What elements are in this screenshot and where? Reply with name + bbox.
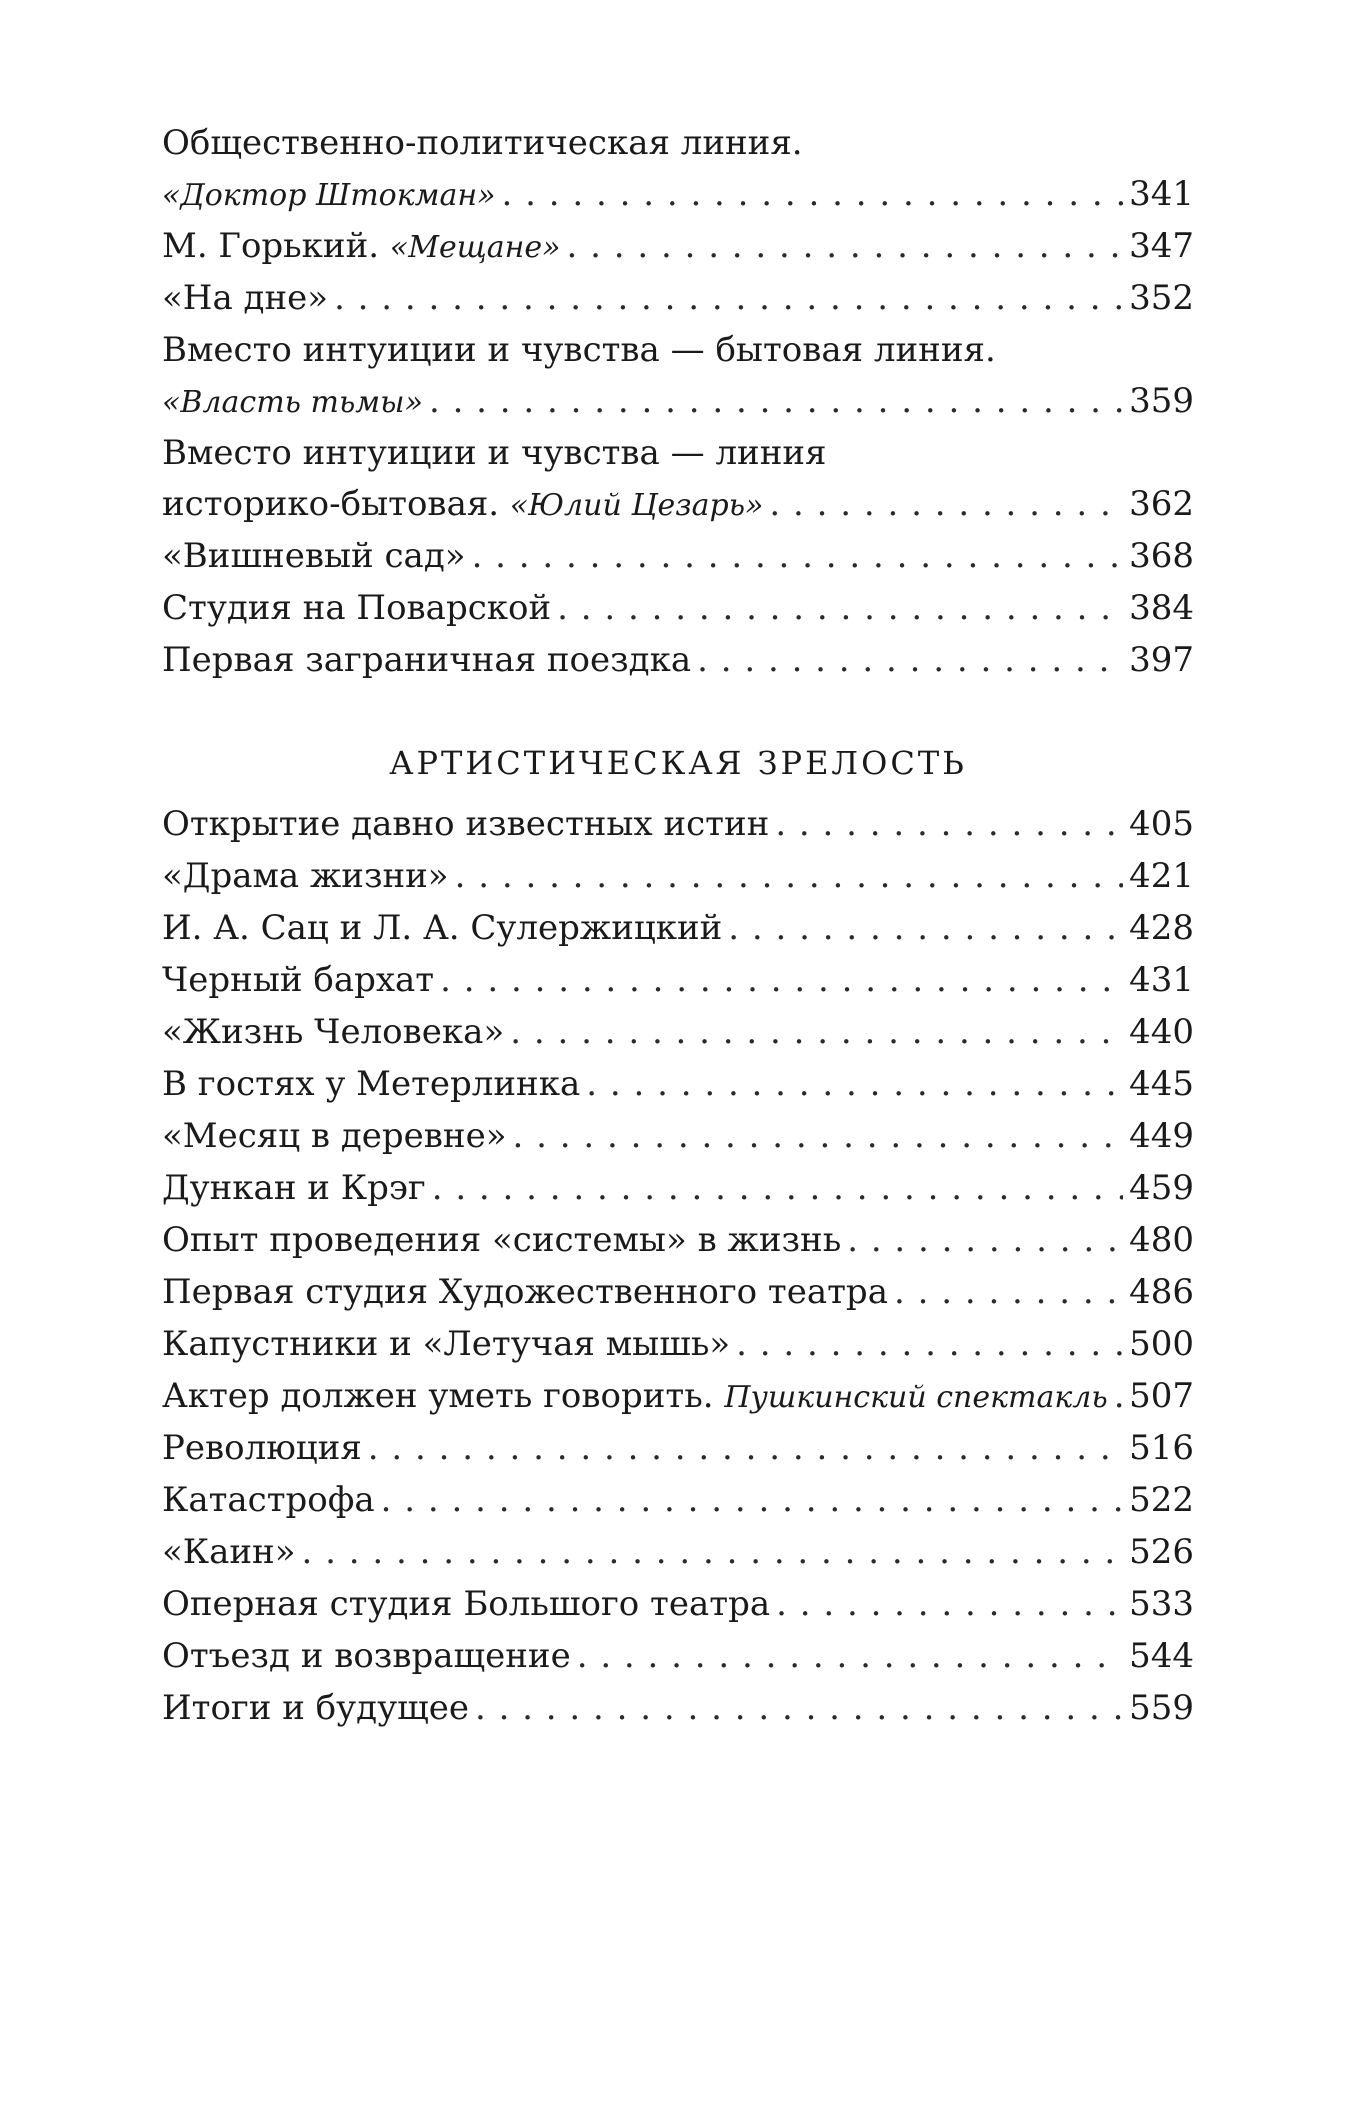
dot-leader [697, 635, 1123, 686]
dot-leader [429, 376, 1123, 427]
toc-entry-page: 559 [1129, 1688, 1194, 1728]
toc-entry [162, 1631, 1194, 1683]
toc-entry [162, 531, 1194, 583]
toc-entry-page: 440 [1129, 1012, 1194, 1052]
toc-entry [162, 1527, 1194, 1579]
toc-entry [162, 1423, 1194, 1475]
dot-leader [432, 1163, 1123, 1214]
toc-entry [162, 799, 1194, 851]
toc-entry-page: 428 [1129, 908, 1194, 948]
dot-leader [586, 1059, 1123, 1110]
toc-entry-page: 544 [1129, 1636, 1194, 1676]
toc-entry-title: «Месяц в деревне» [162, 1116, 507, 1156]
toc-entry-title: Отъезд и возвращение [162, 1636, 571, 1676]
toc-entry-title: В гостях у Метерлинка [162, 1064, 581, 1104]
toc-entry-first-line: Вместо интуиции и чувства — линия [162, 433, 827, 473]
toc-entry-title: Революция [162, 1428, 362, 1468]
dot-leader [440, 955, 1123, 1006]
toc-entry-page: 500 [1129, 1324, 1194, 1364]
toc-entry [162, 221, 1194, 273]
dot-leader [577, 1631, 1123, 1682]
toc-entry-page: 431 [1129, 960, 1194, 1000]
toc-entry-page: 384 [1129, 588, 1194, 628]
toc-entry [162, 1267, 1194, 1319]
toc-entry-page: 347 [1129, 226, 1194, 266]
dot-leader [368, 1423, 1123, 1474]
dot-leader [513, 1111, 1124, 1162]
toc-entry-title: Катастрофа [162, 1480, 375, 1520]
toc-entry-page: 362 [1129, 484, 1194, 524]
toc-entry [162, 1111, 1194, 1163]
dot-leader [1114, 1371, 1123, 1422]
dot-leader [567, 221, 1124, 272]
toc-entry-title: «Жизнь Человека» [162, 1012, 505, 1052]
toc-entry-page: 459 [1129, 1168, 1194, 1208]
toc-entry-page: 359 [1129, 381, 1194, 421]
toc-entry-page: 341 [1129, 174, 1194, 214]
toc-entry [162, 955, 1194, 1007]
toc-entry-first-line: Вместо интуиции и чувства — бытовая линия. [162, 330, 996, 370]
dot-leader [302, 1527, 1124, 1578]
toc-entry-title: Дункан и Крэг [162, 1168, 426, 1208]
dot-leader [502, 169, 1124, 220]
toc-entry [162, 273, 1194, 325]
toc-entry-page: 352 [1129, 278, 1194, 318]
toc-entry-title: Первая заграничная поездка [162, 640, 692, 680]
toc-entry-page: 486 [1129, 1272, 1194, 1312]
dot-leader [736, 1319, 1123, 1370]
toc-entry [162, 1371, 1194, 1423]
dot-leader [847, 1215, 1123, 1266]
toc-entry-page: 522 [1129, 1480, 1194, 1520]
toc-entry [162, 903, 1194, 955]
toc-entry-title: Оперная студия Большого театра [162, 1584, 771, 1624]
toc-entry [162, 325, 1194, 428]
dot-leader [475, 1683, 1123, 1734]
toc-entry-title: Капустники и «Летучая мышь» [162, 1324, 731, 1364]
toc-entry [162, 1215, 1194, 1267]
table-of-contents [162, 118, 1194, 1735]
toc-entry [162, 1475, 1194, 1527]
dot-leader [557, 583, 1123, 634]
toc-entry [162, 1059, 1194, 1111]
toc-entry [162, 1007, 1194, 1059]
toc-entry-page: 397 [1129, 640, 1194, 680]
toc-entry-title: Итоги и будущее [162, 1688, 469, 1728]
toc-entry-page: 507 [1129, 1376, 1194, 1416]
toc-entry-italic-title: «Власть тьмы» [162, 385, 423, 420]
toc-entry-title: «Вишневый сад» [162, 536, 466, 576]
toc-entry-title: И. А. Сац и Л. А. Сулержицкий [162, 908, 723, 948]
toc-entry [162, 428, 1194, 531]
dot-leader [510, 1007, 1123, 1058]
toc-entry-page: 368 [1129, 536, 1194, 576]
toc-entry-title: Актер должен уметь говорить. [162, 1376, 725, 1416]
toc-entry-page: 526 [1129, 1532, 1194, 1572]
toc-entry-first-line: Общественно-политическая линия. [162, 123, 803, 163]
toc-entry-italic-title: «Доктор Штокман» [162, 178, 496, 213]
dot-leader [728, 903, 1123, 954]
toc-entry-title: историко-бытовая. [162, 484, 510, 524]
dot-leader [455, 851, 1123, 902]
toc-entry [162, 118, 1194, 221]
toc-entry-title: «На дне» [162, 278, 329, 318]
toc-entry-page: 405 [1129, 804, 1194, 844]
toc-part-1 [162, 118, 1194, 687]
toc-entry-page: 516 [1129, 1428, 1194, 1468]
toc-entry [162, 1319, 1194, 1371]
toc-entry-title: Открытие давно известных истин [162, 804, 770, 844]
toc-entry [162, 1163, 1194, 1215]
toc-entry-title: М. Горький. [162, 226, 390, 266]
dot-leader [381, 1475, 1123, 1526]
toc-entry-italic-title: Пушкинский спектакль [724, 1380, 1108, 1415]
toc-entry-italic-title: «Юлий Цезарь» [509, 488, 764, 523]
dot-leader [769, 479, 1123, 530]
toc-entry-page: 449 [1129, 1116, 1194, 1156]
toc-entry-page: 421 [1129, 856, 1194, 896]
toc-entry-title: Студия на Поварской [162, 588, 552, 628]
toc-entry [162, 851, 1194, 903]
dot-leader [472, 531, 1124, 582]
toc-entry-title: Черный бархат [162, 960, 435, 1000]
dot-leader [894, 1267, 1123, 1318]
dot-leader [775, 799, 1123, 850]
toc-entry-page: 445 [1129, 1064, 1194, 1104]
toc-entry-title: «Каин» [162, 1532, 296, 1572]
toc-entry-page: 480 [1129, 1220, 1194, 1260]
toc-entry-italic-title: «Мещане» [389, 230, 561, 265]
toc-entry [162, 1579, 1194, 1631]
dot-leader [334, 273, 1123, 324]
toc-entry-title: «Драма жизни» [162, 856, 449, 896]
toc-entry [162, 635, 1194, 687]
toc-entry-title: Первая студия Художественного театра [162, 1272, 888, 1312]
toc-entry-title: Опыт проведения «системы» в жизнь [162, 1220, 842, 1260]
dot-leader [776, 1579, 1123, 1630]
toc-entry [162, 1683, 1194, 1735]
section-heading: АРТИСТИЧЕСКАЯ ЗРЕЛОСТЬ [389, 744, 967, 782]
toc-entry [162, 583, 1194, 635]
toc-part-2 [162, 799, 1194, 1735]
toc-entry-page: 533 [1129, 1584, 1194, 1624]
